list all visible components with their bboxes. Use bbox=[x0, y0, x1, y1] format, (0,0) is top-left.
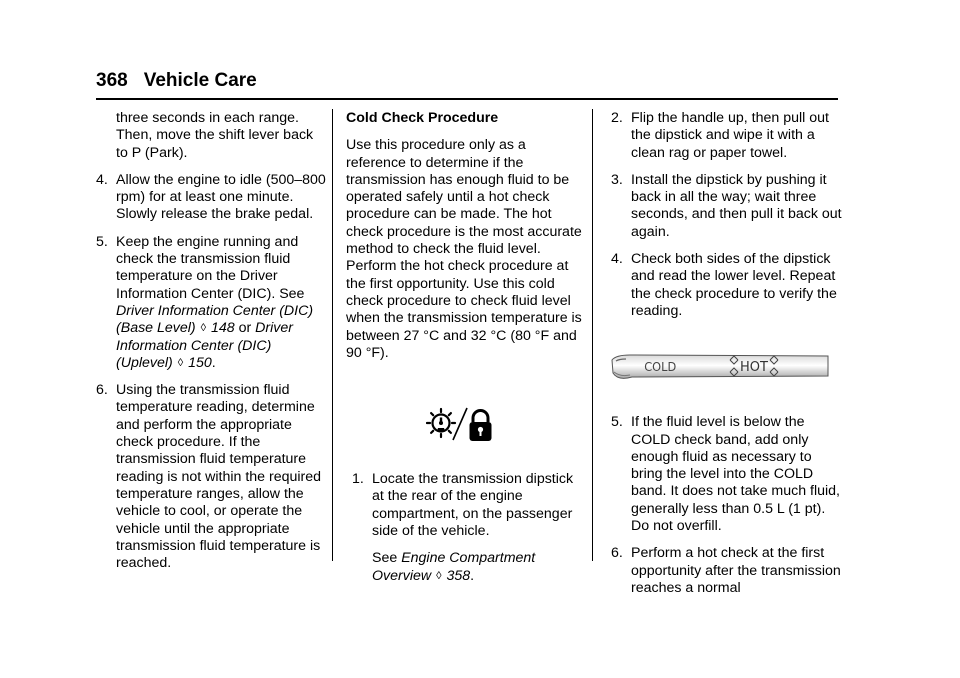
xref-page: 150 bbox=[188, 354, 212, 371]
step-5 bbox=[611, 414, 843, 535]
page-header bbox=[96, 70, 257, 92]
page-ref-icon: ◊ bbox=[200, 322, 207, 335]
dipstick-illustration bbox=[610, 351, 830, 385]
step-text: Keep the engine running and check the transmission fluid temperature on the Driver Information Center (DIC). See bbox=[116, 233, 305, 302]
step-number: 5. bbox=[96, 233, 108, 250]
step-number: 2. bbox=[611, 110, 623, 126]
xref-title: Driver Information Center (DIC) (Uplevel) bbox=[116, 320, 294, 371]
column-2 bbox=[346, 110, 582, 585]
xref-page: 358 bbox=[446, 567, 471, 584]
column-1 bbox=[96, 110, 326, 582]
step-text-or: or bbox=[234, 320, 256, 337]
column-divider-2 bbox=[592, 109, 593, 561]
step-6 bbox=[96, 382, 326, 572]
page-number: 368 bbox=[96, 70, 128, 91]
procedure-paragraph: Use this procedure only as a reference to determine if the transmission has enough fluid to be operated safely until a hot check procedure can be made. The hot check procedure is the most accurate method to check the fluid level. Perform the hot check procedure at the first opportunity. Use this cold check procedure to check fluid level when the transmission temperature is between 27 °C and 32 °C (80 °F and 90 °F). bbox=[346, 137, 582, 361]
see-reference bbox=[346, 550, 582, 585]
step-text: Check both sides of the dipstick and read the lower level. Repeat the check procedure to verify the reading. bbox=[631, 251, 837, 319]
step-text-end: . bbox=[211, 354, 216, 371]
step-6 bbox=[611, 545, 843, 597]
step-5 bbox=[96, 234, 326, 372]
step-4 bbox=[611, 251, 843, 320]
step-number: 6. bbox=[611, 545, 623, 562]
step-text: Flip the handle up, then pull out the dipstick and wipe it with a clean rag or paper towel. bbox=[631, 110, 829, 161]
hot-band-label: HOT bbox=[740, 360, 768, 376]
step-2 bbox=[611, 110, 843, 162]
section-title: Vehicle Care bbox=[143, 70, 257, 91]
step-3 bbox=[611, 172, 843, 241]
xref-page: 148 bbox=[211, 320, 235, 337]
step-number: 3. bbox=[611, 171, 623, 188]
see-end: . bbox=[470, 567, 475, 584]
see-prefix: See bbox=[372, 550, 402, 567]
header-rule bbox=[96, 98, 838, 100]
column-3 bbox=[611, 110, 843, 607]
xref-title: Driver Information Center (DIC) (Base Level) bbox=[116, 302, 314, 337]
step-number: 5. bbox=[611, 414, 623, 431]
step-4 bbox=[96, 172, 326, 224]
step-text: Install the dipstick by pushing it back in all the way; wait three seconds, and then pull it back out again. bbox=[631, 171, 842, 240]
step-text: Perform a hot check at the first opportunity after the transmission reaches a normal bbox=[631, 545, 841, 596]
page-ref-icon: ◊ bbox=[436, 569, 442, 582]
step-number: 6. bbox=[96, 382, 108, 399]
section-heading: Cold Check Procedure bbox=[346, 110, 499, 126]
column-divider-1 bbox=[332, 109, 333, 561]
step-text: Allow the engine to idle (500–800 rpm) for at least one minute. Slowly release the brake pedal. bbox=[116, 171, 326, 223]
transmission-temperature-lock-icon bbox=[426, 404, 496, 444]
step-number: 4. bbox=[611, 251, 623, 268]
step-text: If the fluid level is below the COLD check band, add only enough fluid as necessary to bring the level into the COLD band. It does not take much fluid, generally less than 0.5 L (1 pt). Do not overfill. bbox=[631, 414, 841, 535]
step-number: 4. bbox=[96, 171, 108, 188]
step-1 bbox=[346, 471, 582, 540]
xref-title: Engine Compartment Overview bbox=[372, 550, 536, 584]
continued-text: three seconds in each range. Then, move the shift lever back to P (Park). bbox=[116, 110, 314, 161]
cold-band-label: COLD bbox=[644, 359, 677, 375]
step-text: Locate the transmission dipstick at the rear of the engine compartment, on the passenger side of the vehicle. bbox=[372, 471, 574, 540]
step-number: 1. bbox=[352, 471, 364, 488]
page-ref-icon: ◊ bbox=[177, 356, 184, 369]
step-text: Using the transmission fluid temperature reading, determine and perform the appropriate check procedure. If the transmission fluid temperature reading is not within the required temperature ranges, allow the vehicle to cool, or operate the vehicle until the appropriate transmission fluid temperature is reached. bbox=[116, 382, 322, 572]
